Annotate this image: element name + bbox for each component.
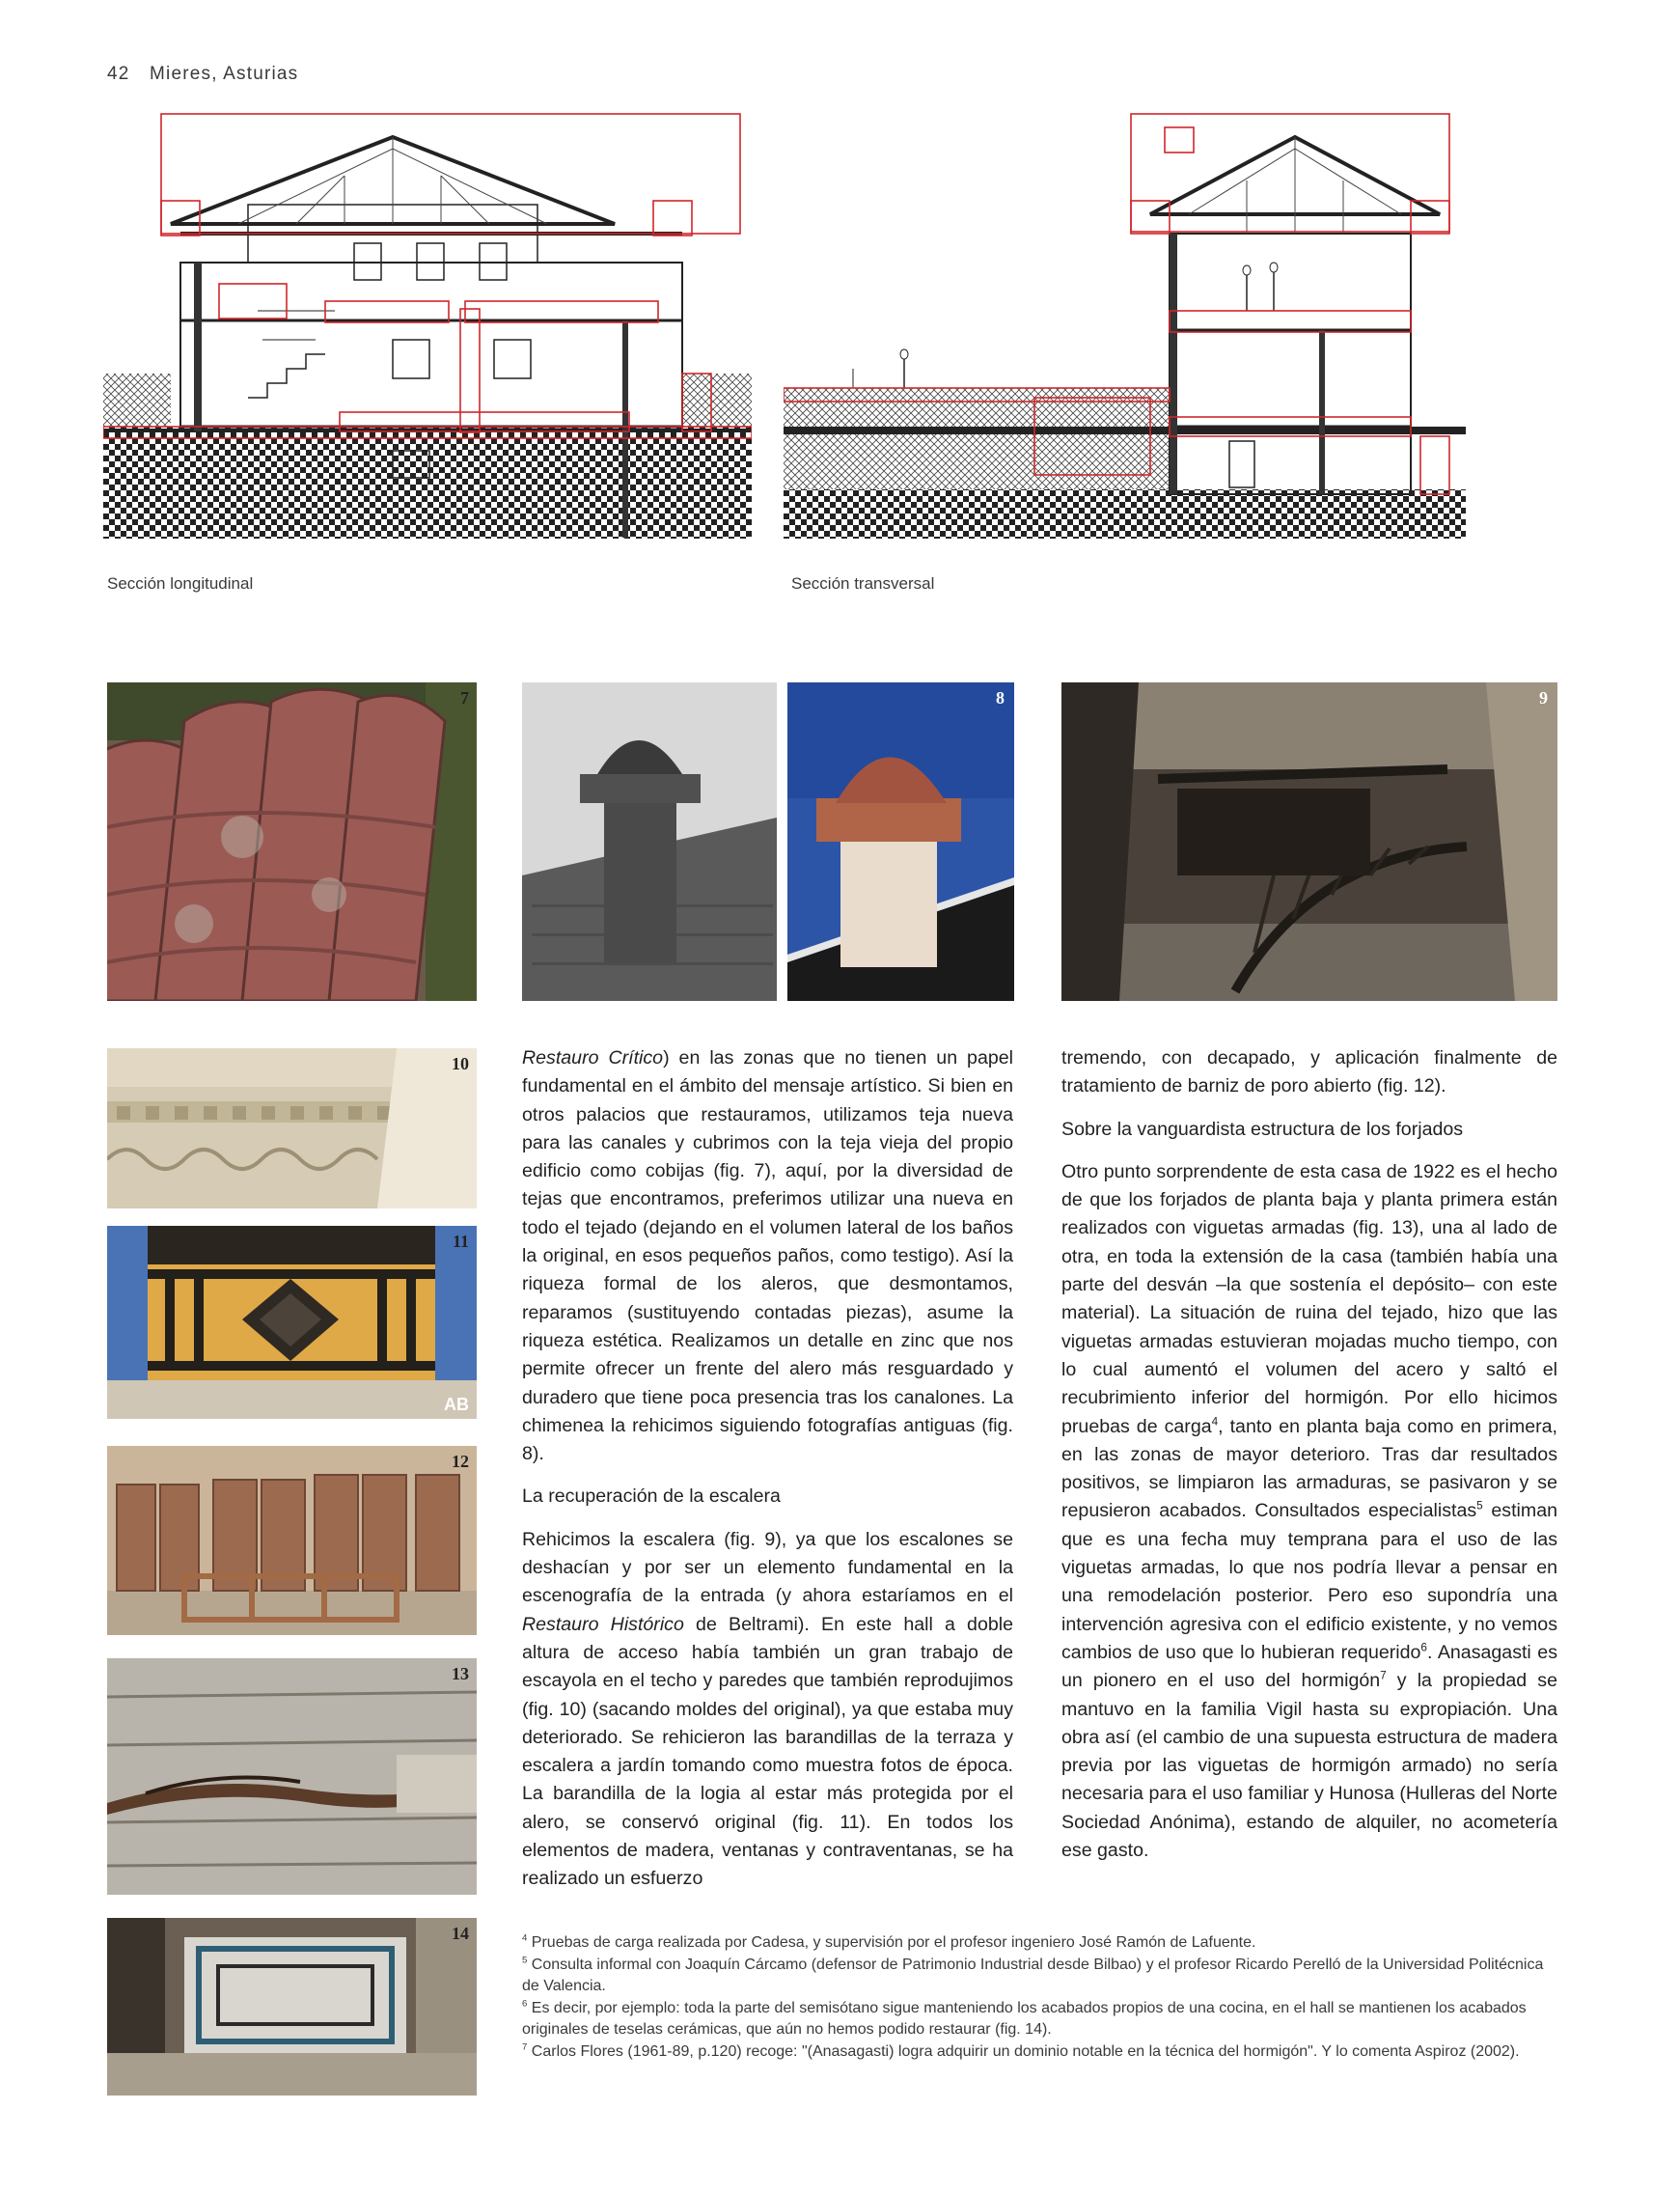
term-restauro-critico: Restauro Crítico [522,1047,664,1069]
body-text-column-2 [1061,1044,1557,1865]
paragraph-staircase-text-b: de Beltrami). En este hall a doble altura de acceso había también un gran trabajo de escayola en el techo y paredes que también reprodujimos (fig. 10) (sacando moldes del original), ya que estaba muy deteriorado. Se rehicieron las barandillas de la terraza y escalera a jardín tomando como muestra fotos de época. La barandilla de la logia al estar más protegida por el alero, se conservó original (fig. 11). En todos los elementos de madera, ventanas y contraventanas, se ha realizado un esfuerzo [522,1613,1013,1890]
footnote-text-6: Es decir, por ejemplo: toda la parte del semisótano sigue manteniendo los acabados propios de una cocina, en el hall se mantienen los acabados originales de teselas cerámicas, que aún no hemos podido restaurar (fig. 14). [522,1999,1527,2039]
figure-number-8: 8 [996,688,1005,708]
footnote-number-6: 6 [522,1998,528,2010]
photo-balcony-railing [107,1226,477,1419]
paragraph-staircase [522,1526,1013,1894]
running-title: Mieres, Asturias [150,64,299,84]
paragraph-roof [522,1044,1013,1468]
transversal-section-drawing [784,108,1466,539]
footnotes [522,1932,1559,2064]
footnote-4 [522,1932,1559,1955]
term-restauro-historico: Restauro Histórico [522,1613,684,1635]
footnote-5 [522,1955,1559,1998]
figure-number-11: 11 [452,1232,469,1251]
footnote-ref-5[interactable]: 5 [1476,1499,1483,1513]
paragraph-staircase-text-a: Rehicimos la escalera (fig. 9), ya que los escalones se deshacían y por ser un elemento fundamental en la escenografía de la entrada (y ahora estaríamos en el [522,1528,1013,1607]
figure-number-12: 12 [452,1452,469,1471]
photo-chimney-historical [522,682,777,1001]
paragraph-slabs-text-c: estiman que es una fecha muy temprana para el uso de las viguetas armadas, lo que nos podría llevar a pensar en una remodelación posterior. Pero eso supondría una intervención agresiva con el edificio existente, y no vemos cambios de uso que lo hubieran requerido [1061,1500,1557,1663]
figure-number-9: 9 [1539,688,1548,708]
paragraph-slabs-text-a: Otro punto sorprendente de esta casa de 1922 es el hecho de que los forjados de planta baja y planta primera están realizados con viguetas armadas (fig. 13), una al lado de otra, en toda la extensión de la casa (también había una parte del desván –la que sostenía el depósito– con este material). La situación de ruina del tejado, hizo que las viguetas armadas estuvieran mojadas mucho tiempo, con lo cual aumentó el volumen del acero y saltó el recubrimiento inferior del hormigón. Por ello hicimos pruebas de carga [1061,1160,1557,1437]
photo-credit-ab: AB [444,1395,469,1414]
footnote-ref-4[interactable]: 4 [1211,1415,1219,1429]
footnote-text-5: Consulta informal con Joaquín Cárcamo (defensor de Patrimonio Industrial desde Bilbao) y el profesor Ricardo Perelló de la Universidad Politécnica de Valencia. [522,1956,1544,1995]
photo-plaster-ceiling [107,1048,477,1208]
figure-number-10: 10 [452,1054,469,1073]
paragraph-slabs-text-b: , tanto en planta baja como en primera, en las zonas de mayor deterioro. Tras dar resultados positivos, se limpiaron las armaduras, se pasivaron y se repusieron acabados. Consultados especialistas [1061,1415,1557,1522]
photo-roof-tiles [107,682,477,1001]
footnote-number-5: 5 [522,1955,528,1966]
footnote-number-7: 7 [522,2041,528,2053]
paragraph-slabs-text-d: . Anasagasti es un pionero en el uso del hormigón [1061,1641,1557,1692]
page-number: 42 [107,64,130,84]
longitudinal-section-drawing [103,108,752,539]
paragraph-slabs [1061,1158,1557,1865]
footnote-ref-6[interactable]: 6 [1420,1641,1427,1654]
paragraph-varnish: tremendo, con decapado, y aplicación finalmente de tratamiento de barniz de poro abierto (fig. 12). [1061,1047,1557,1097]
photo-mosaic-floor [107,1918,477,2096]
caption-transversal-section: Sección transversal [791,574,935,593]
running-header [107,64,298,85]
footnote-text-7: Carlos Flores (1961-89, p.120) recoge: "(Anasagasti) logra adquirir un dominio notable en la técnica del hormigón". Y lo comenta Aspiroz (2002). [531,2042,1520,2060]
body-text-column-1 [522,1044,1013,1894]
footnote-6 [522,1998,1559,2041]
footnote-text-4: Pruebas de carga realizada por Cadesa, y supervisión por el profesor ingeniero José Ramón de Lafuente. [531,1934,1256,1951]
footnote-ref-7[interactable]: 7 [1380,1669,1387,1682]
photo-concrete-joists [107,1658,477,1895]
section-heading-staircase: La recuperación de la escalera [522,1485,781,1508]
photo-chimney-restored [787,682,1014,1001]
footnote-7 [522,2041,1559,2064]
paragraph-roof-text: ) en las zonas que no tienen un papel fundamental en el ámbito del mensaje artístico. Si bien en otros palacios que restauramos, utilizamos teja nueva para las canales y cubrimos con la teja vieja del propio edificio como cobijas (fig. 7), aquí, por la diversidad de tejas que encontramos, preferimos utilizar una nueva en todo el tejado (dejando en el volumen lateral de los baños la original, en esos pequeños paños, como testigo). Así la riqueza formal de los aleros, que desmontamos, reparamos (sustituyendo contadas piezas), asume la riqueza estética. Realizamos un detalle en zinc que nos permite ofrecer un frente del alero más resguardado y duradero que tiene poca presencia tras los canalones. La chimenea la rehicimos siguiendo fotografías antiguas (fig. 8). [522,1047,1013,1465]
figure-number-13: 13 [452,1664,469,1683]
photo-staircase [1061,682,1557,1001]
photo-wooden-shutters [107,1446,477,1635]
paragraph-slabs-text-e: y la propiedad se mantuvo en la familia Vigil hasta su expropiación. Una obra así (el cambio de una supuesta estructura de madera previa por las viguetas de hormigón armado) no sería necesaria para el uso familiar y Hunosa (Hulleras del Norte Sociedad Anónima), estando de alquiler, no acometería ese gasto. [1061,1670,1557,1862]
footnote-number-4: 4 [522,1932,528,1944]
caption-longitudinal-section: Sección longitudinal [107,574,254,593]
figure-number-7: 7 [460,688,469,708]
figure-number-14: 14 [452,1924,469,1943]
section-heading-slabs: Sobre la vanguardista estructura de los forjados [1061,1118,1464,1140]
